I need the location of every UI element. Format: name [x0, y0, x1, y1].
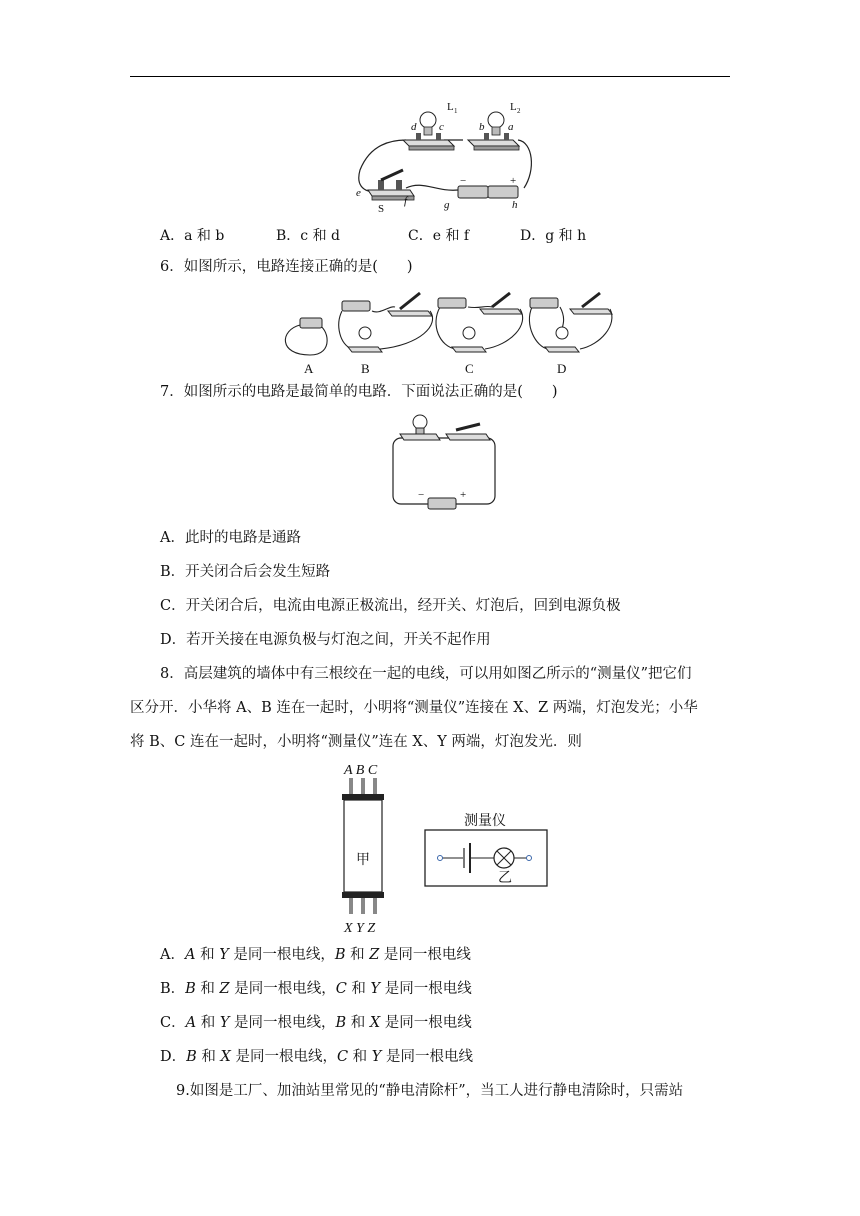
q8-option-c[interactable]: C．A 和 Y 是同一根电线，B 和 X 是同一根电线 [160, 1015, 472, 1031]
q8-top-labels: A B C [344, 763, 378, 778]
q6-label-a: A [304, 361, 314, 375]
q6-label-d: D [557, 361, 567, 375]
q5-label-e: e [356, 187, 361, 199]
q5-label-b: b [479, 121, 485, 133]
q8-stem-line1: 8．高层建筑的墙体中有三根绞在一起的电线，可以用如图乙所示的“测量仪”把它们 [160, 666, 692, 682]
header-rule [130, 76, 730, 77]
q7-option-b[interactable]: B．开关闭合后会发生短路 [160, 564, 331, 580]
q5-label-d: d [411, 121, 417, 133]
q5-label-l1-sub: 1 [454, 107, 458, 115]
q8-option-d[interactable]: D．B 和 X 是同一根电线，C 和 Y 是同一根电线 [160, 1049, 473, 1065]
q5-label-c: c [439, 121, 444, 133]
q5-label-h: h [512, 199, 518, 211]
q7-circuit-figure [390, 410, 500, 512]
q5-option-c[interactable]: C．e 和 f [408, 228, 470, 244]
q8-bottom-labels: X Y Z [344, 921, 376, 936]
q8-box-label: 甲 [356, 853, 370, 868]
q6-label-b: B [361, 361, 370, 375]
q5-option-a[interactable]: A．a 和 b [160, 228, 225, 244]
q7-option-a[interactable]: A．此时的电路是通路 [160, 530, 301, 546]
q7-label-minus: − [418, 489, 425, 501]
q5-label-s: S [378, 203, 385, 215]
q9-stem: 9.如图是工厂、加油站里常见的“静电清除杆”，当工人进行静电清除时，只需站 [176, 1083, 684, 1099]
q8-figure [330, 758, 560, 936]
q5-option-b[interactable]: B．c 和 d [276, 228, 340, 244]
q8-option-a[interactable]: A．A 和 Y 是同一根电线，B 和 Z 是同一根电线 [160, 947, 471, 963]
q5-label-plus: + [510, 175, 517, 187]
q7-label-plus: + [460, 489, 467, 501]
q5-label-a: a [508, 121, 514, 133]
q5-label-l1: L [447, 101, 454, 113]
q5-label-l2-sub: 2 [517, 107, 521, 115]
q5-options [160, 225, 640, 245]
q8-meter-label: 乙 [498, 871, 512, 886]
q5-label-minus: − [460, 175, 467, 187]
q5-option-d[interactable]: D．g 和 h [520, 228, 587, 244]
q8-option-b[interactable]: B．B 和 Z 是同一根电线，C 和 Y 是同一根电线 [160, 981, 472, 997]
q5-label-f: f [404, 195, 408, 207]
q5-circuit-figure [348, 100, 538, 215]
q8-stem-line3: 将 B、C 连在一起时，小明将“测量仪”连在 X、Y 两端，灯泡发光．则 [130, 734, 582, 750]
q5-label-g: g [444, 199, 450, 211]
q6-circuit-figures [280, 285, 620, 375]
q5-battery [458, 186, 518, 198]
q7-stem: 7．如图所示的电路是最简单的电路．下面说法正确的是( ) [160, 384, 558, 400]
q8-meter-title: 测量仪 [464, 814, 506, 829]
q5-label-l2: L [510, 101, 517, 113]
q7-option-c[interactable]: C．开关闭合后，电流由电源正极流出，经开关、灯泡后，回到电源负极 [160, 598, 621, 614]
q7-option-d[interactable]: D．若开关接在电源负极与灯泡之间，开关不起作用 [160, 632, 491, 648]
q8-stem-line2: 区分开．小华将 A、B 连在一起时，小明将“测量仪”连接在 X、Z 两端，灯泡发光；小华 [130, 700, 698, 716]
q6-stem: 6．如图所示，电路连接正确的是( ) [160, 259, 413, 275]
q6-label-c: C [465, 361, 474, 375]
q5-switch [368, 170, 414, 200]
